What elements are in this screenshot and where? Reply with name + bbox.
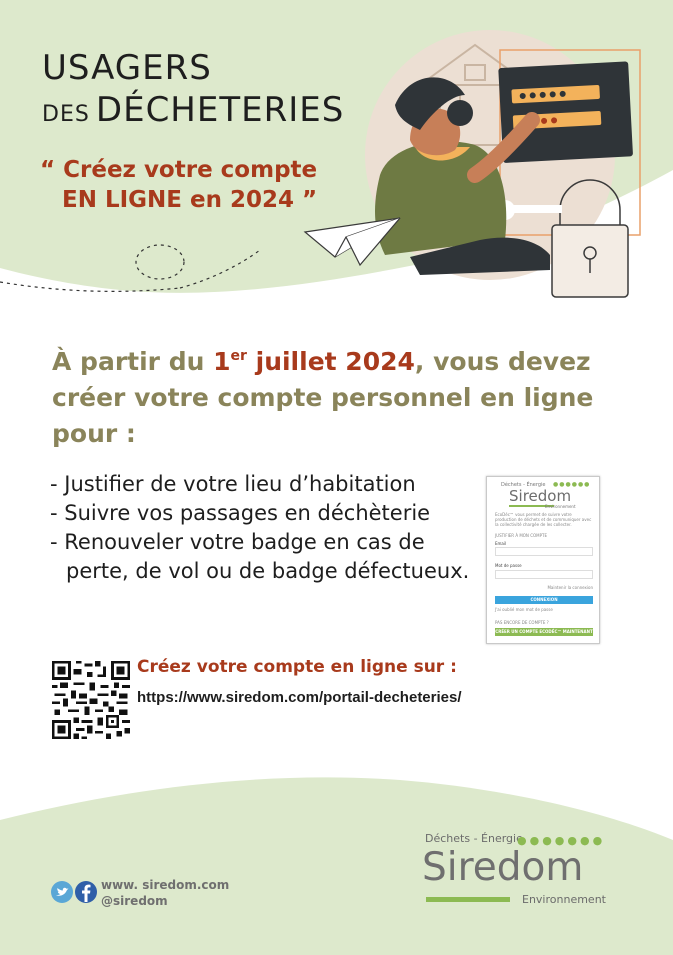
mockup-no-account: PAS ENCORE DE COMPTE ? bbox=[495, 620, 549, 625]
mockup-forgot-link: J'ai oublié mon mot de passe bbox=[495, 607, 553, 612]
headline-part1: À partir du bbox=[52, 347, 214, 376]
headline-date bbox=[213, 347, 415, 376]
portal-screenshot bbox=[486, 476, 600, 644]
mockup-email-label: Email bbox=[495, 541, 507, 546]
hero-illustration bbox=[290, 25, 650, 305]
cta-title: Créez votre compte en ligne sur : bbox=[137, 657, 457, 677]
mockup-dots: ●●●●●● bbox=[553, 481, 591, 488]
tagline-quote bbox=[40, 155, 317, 215]
mockup-remember-label: Maintenir la connexion bbox=[547, 585, 593, 590]
mockup-logo: Siredom bbox=[509, 487, 572, 505]
portal-link[interactable]: https://www.siredom.com/portail-decheteries/ bbox=[137, 689, 462, 706]
siredom-logo: Siredom bbox=[422, 845, 584, 890]
date-day: 1 bbox=[213, 347, 231, 376]
logo-bar bbox=[426, 897, 510, 902]
social-icons bbox=[51, 880, 97, 904]
headline-part2: , vous devez créer votre compte personnel en ligne pour : bbox=[52, 347, 594, 448]
mockup-email-field bbox=[495, 547, 593, 556]
mockup-top-label: Déchets - Énergie bbox=[501, 482, 546, 488]
title-main: DÉCHETERIES bbox=[95, 90, 345, 130]
quote-line1: “ Créez votre compte bbox=[40, 157, 318, 183]
quote-line2: EN LIGNE en 2024 ” bbox=[62, 187, 318, 213]
website-link[interactable]: www. siredom.com bbox=[101, 878, 230, 892]
list-item: - Justifier de votre lieu d’habitation bbox=[50, 472, 416, 496]
mockup-password-field bbox=[495, 570, 593, 579]
logo-tagline: Déchets - Énergie bbox=[425, 832, 523, 845]
list-item: - Suivre vos passages en déchèterie bbox=[50, 501, 431, 525]
twitter-icon bbox=[51, 881, 73, 903]
announcement-headline bbox=[52, 338, 642, 452]
mockup-logo-sub: Environnement bbox=[545, 504, 576, 509]
page-title-line1: USAGERS bbox=[42, 48, 212, 88]
mockup-intro: EcoDéc™ vous permet de suivre votre production de déchets et de communiquer avec la collectivité chargée de les collecter. bbox=[495, 512, 592, 527]
facebook-icon bbox=[75, 881, 97, 903]
list-item: - Renouveler votre badge en cas de perte, de vol ou de badge défectueux. bbox=[50, 530, 470, 583]
mockup-create-button: CRÉER UN COMPTE ECODÉC™ MAINTENANT bbox=[495, 629, 593, 634]
mockup-section-label: JUSTIFIER À MON COMPTE bbox=[495, 533, 547, 538]
logo-dots: ●●●●●●● bbox=[517, 834, 606, 847]
title-prefix: DES bbox=[42, 102, 90, 127]
reasons-list bbox=[50, 470, 480, 586]
date-sup: er bbox=[230, 348, 247, 364]
date-rest: juillet 2024 bbox=[246, 347, 415, 376]
mockup-login-button: CONNEXION bbox=[495, 596, 593, 604]
footer-contacts bbox=[101, 877, 229, 909]
social-handle: @siredom bbox=[101, 894, 168, 908]
mockup-password-label: Mot de passe bbox=[495, 563, 522, 568]
qr-code[interactable] bbox=[52, 661, 130, 739]
logo-subtitle: Environnement bbox=[522, 893, 606, 906]
